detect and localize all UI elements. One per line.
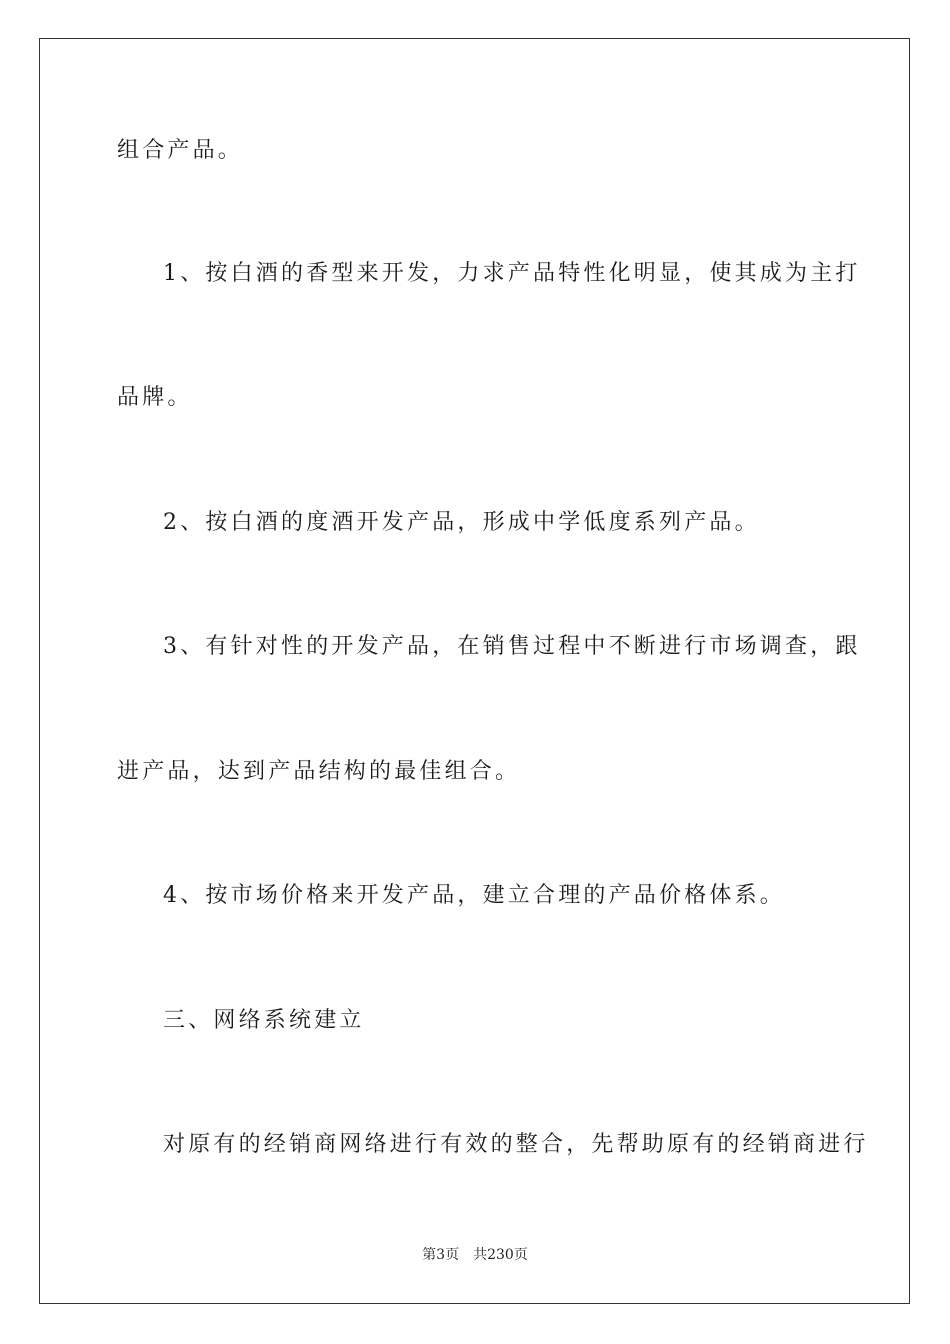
text-line-1: 组合产品。 [117, 138, 244, 163]
text-line-2: 1、按白酒的香型来开发，力求产品特性化明显，使其成为主打 [163, 261, 861, 286]
text-line-5: 3、有针对性的开发产品，在销售过程中不断进行市场调查，跟 [163, 634, 861, 659]
page-number: 第3页 [422, 1247, 460, 1263]
page-frame [39, 38, 910, 1304]
page-footer [0, 1246, 950, 1264]
page-total: 共230页 [473, 1247, 528, 1263]
text-line-7: 4、按市场价格来开发产品，建立合理的产品价格体系。 [163, 883, 785, 908]
text-line-3: 品牌。 [117, 385, 193, 410]
text-line-9: 对原有的经销商网络进行有效的整合，先帮助原有的经销商进行 [163, 1132, 869, 1157]
text-line-6: 进产品，达到产品结构的最佳组合。 [117, 759, 521, 784]
section-heading: 三、网络系统建立 [163, 1008, 365, 1033]
text-line-4: 2、按白酒的度酒开发产品，形成中学低度系列产品。 [163, 510, 760, 535]
